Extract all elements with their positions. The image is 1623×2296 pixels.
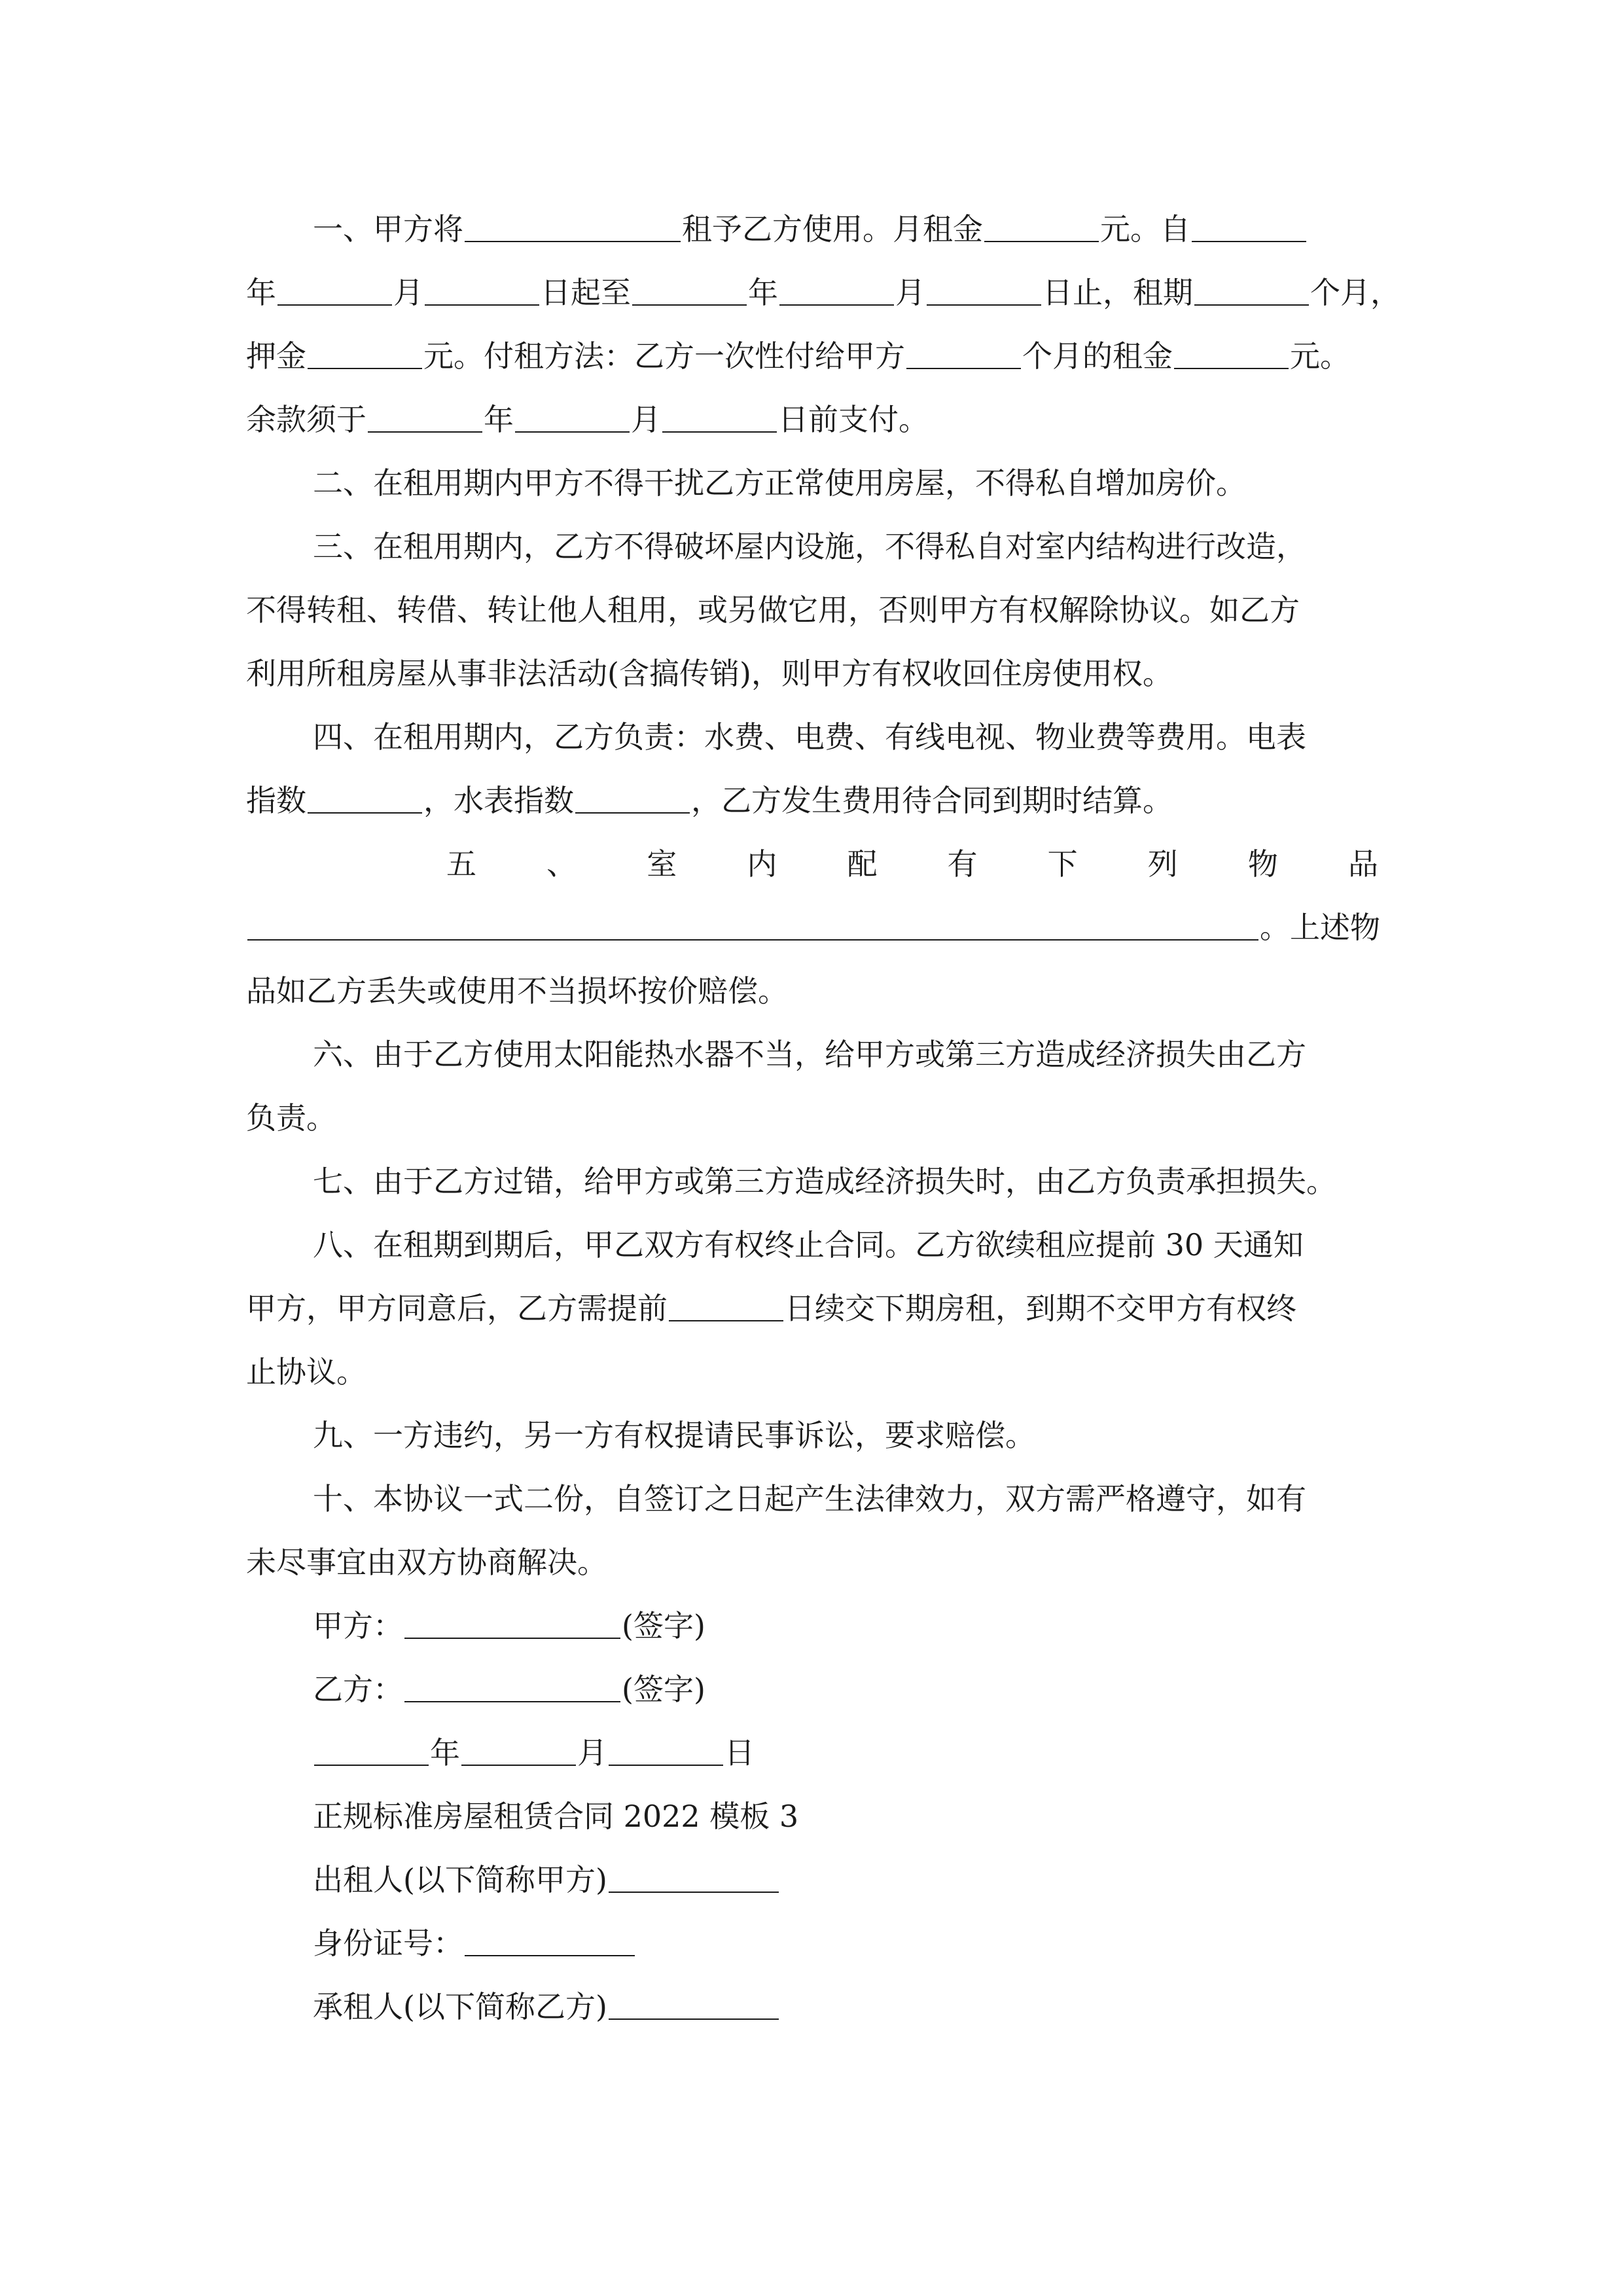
char: 品 — [1347, 846, 1378, 882]
blank-signature-a — [404, 1611, 620, 1639]
blank — [515, 405, 630, 433]
text: 年 — [484, 402, 514, 437]
blank — [425, 278, 539, 306]
text: 。上述物 — [1260, 910, 1380, 945]
text: 租予乙方使用。月租金 — [682, 211, 983, 247]
text: 出租人(以下简称甲方) — [313, 1862, 607, 1897]
char: 内 — [747, 846, 777, 882]
text: 身份证号： — [313, 1926, 463, 1961]
text: (签字) — [622, 1608, 705, 1643]
text: 甲方，甲方同意后，乙方需提前 — [246, 1291, 668, 1326]
text: 余款须于 — [246, 402, 366, 437]
blank — [277, 278, 392, 306]
clause-1-line-3 — [246, 325, 1378, 388]
char: 列 — [1147, 846, 1178, 882]
char: 物 — [1247, 846, 1278, 882]
text: 年 — [748, 275, 778, 310]
text: (签字) — [622, 1672, 705, 1707]
clause-6-line-1: 六、由于乙方使用太阳能热水器不当，给甲方或第三方造成经济损失由乙方 — [313, 1037, 1306, 1072]
char: 有 — [947, 846, 978, 882]
blank-rent — [984, 215, 1099, 242]
clause-1-line-2 — [246, 261, 1400, 325]
lessor-line — [246, 1848, 1378, 1912]
clause-9: 九、一方违约，另一方有权提请民事诉讼，要求赔偿。 — [313, 1418, 1035, 1453]
blank-days — [669, 1294, 783, 1321]
signature-party-b — [246, 1658, 1378, 1721]
clause-3-line-3: 利用所租房屋从事非法活动(含搞传销)，则甲方有权收回住房使用权。 — [246, 656, 1173, 691]
char: 、 — [546, 846, 577, 882]
blank-electric-meter — [308, 786, 422, 814]
clause-5-line-3: 品如乙方丢失或使用不当损坏按价赔偿。 — [246, 973, 788, 1009]
text: 日前支付。 — [778, 402, 929, 437]
blank-term — [1194, 278, 1309, 306]
clause-1-line-1 — [246, 198, 1378, 261]
blank-items-list — [247, 913, 1258, 941]
text: 日续交下期房租，到期不交甲方有权终 — [785, 1291, 1296, 1326]
text: 月 — [577, 1735, 607, 1770]
clause-8-line-3: 止协议。 — [246, 1354, 366, 1390]
char: 下 — [1047, 846, 1078, 882]
blank-amount — [1174, 342, 1289, 369]
signature-date — [246, 1721, 1378, 1785]
clause-4-line-1: 四、在租用期内，乙方负责：水费、电费、有线电视、物业费等费用。电表 — [313, 719, 1306, 755]
text: 个月， — [1310, 275, 1400, 310]
clause-7: 七、由于乙方过错，给甲方或第三方造成经济损失时，由乙方负责承担损失。 — [313, 1164, 1336, 1199]
clause-1-line-4 — [246, 388, 1378, 452]
blank — [662, 405, 777, 433]
clause-2: 二、在租用期内甲方不得干扰乙方正常使用房屋，不得私自增加房价。 — [313, 465, 1246, 501]
clause-6-line-2: 负责。 — [246, 1100, 336, 1136]
char: 五 — [446, 846, 476, 882]
clause-5-line-1 — [246, 833, 1378, 896]
blank-signature-b — [404, 1675, 620, 1702]
text: ，水表指数 — [423, 783, 574, 818]
text: 年 — [246, 275, 276, 310]
contract-body — [246, 198, 1400, 2039]
text: 一、甲方将 — [313, 211, 463, 247]
blank-property — [465, 215, 681, 242]
text: 元。自 — [1100, 211, 1190, 247]
id-number-line — [246, 1912, 1378, 1975]
clause-3-line-1: 三、在租用期内，乙方不得破坏屋内设施，不得私自对室内结构进行改造， — [313, 529, 1306, 564]
text: 月 — [631, 402, 661, 437]
clause-3-line-2: 不得转租、转借、转让他人租用，或另做它用，否则甲方有权解除协议。如乙方 — [246, 592, 1300, 628]
blank — [927, 278, 1041, 306]
blank-months — [906, 342, 1021, 369]
text: 乙方： — [313, 1672, 403, 1707]
text: 甲方： — [313, 1608, 403, 1643]
clause-4-line-2 — [246, 769, 1378, 833]
clause-5-line-2 — [246, 896, 1378, 960]
blank-id-number — [465, 1929, 635, 1956]
text: 个月的租金 — [1022, 338, 1173, 374]
blank — [632, 278, 747, 306]
text: 日起至 — [541, 275, 631, 310]
text: 元。 — [1290, 338, 1350, 374]
char: 配 — [847, 846, 878, 882]
text: 承租人(以下简称乙方) — [313, 1989, 607, 2024]
text: 月 — [895, 275, 925, 310]
text: 元。付租方法：乙方一次性付给甲方 — [423, 338, 905, 374]
text: 日止，租期 — [1043, 275, 1193, 310]
blank-day — [609, 1738, 723, 1766]
blank-lessee — [609, 1992, 779, 2020]
clause-10-line-1: 十、本协议一式二份，自签订之日起产生法律效力，双方需严格遵守，如有 — [313, 1481, 1306, 1516]
blank — [779, 278, 894, 306]
text: ，乙方发生费用待合同到期时结算。 — [691, 783, 1173, 818]
blank-start-year — [1192, 215, 1306, 242]
text: 押金 — [246, 338, 306, 374]
blank — [368, 405, 482, 433]
signature-party-a — [246, 1594, 1378, 1658]
lessee-line — [246, 1975, 1378, 2039]
blank-water-meter — [575, 786, 690, 814]
blank-lessor — [609, 1865, 779, 1893]
text: 日 — [724, 1735, 755, 1770]
text: 年 — [430, 1735, 460, 1770]
blank-deposit — [308, 342, 422, 369]
blank-year — [314, 1738, 429, 1766]
blank-month — [461, 1738, 576, 1766]
clause-8-line-2 — [246, 1277, 1378, 1340]
text: 月 — [393, 275, 423, 310]
text: 指数 — [246, 783, 306, 818]
clause-8-line-1: 八、在租期到期后，甲乙双方有权终止合同。乙方欲续租应提前 30 天通知 — [313, 1227, 1304, 1263]
template-3-title: 正规标准房屋租赁合同 2022 模板 3 — [313, 1799, 799, 1834]
clause-10-line-2: 未尽事宜由双方协商解决。 — [246, 1545, 607, 1580]
char: 室 — [647, 846, 677, 882]
